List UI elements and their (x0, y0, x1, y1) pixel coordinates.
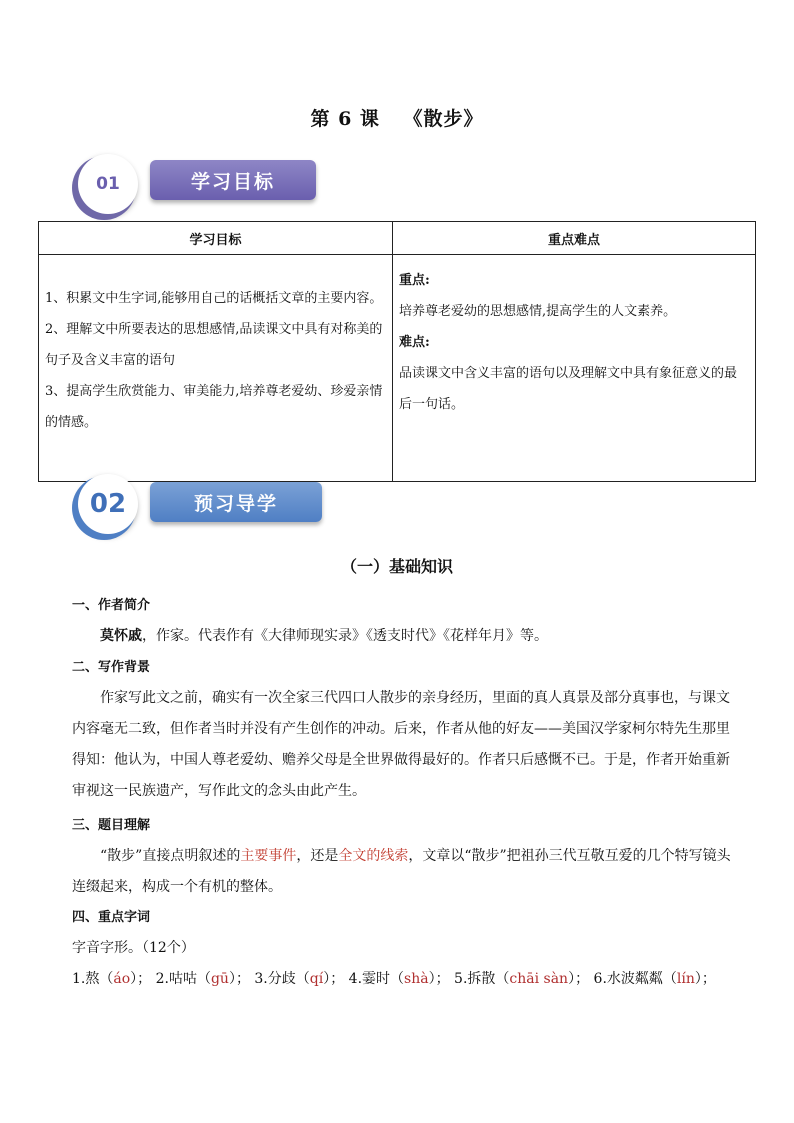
goals-cell (39, 255, 393, 482)
key-label: 重点: (399, 273, 430, 288)
vocab-item: 1.熬（áo）； (72, 971, 152, 987)
vocab-sep: ； (435, 971, 450, 987)
vocab-pinyin: lín (676, 971, 695, 987)
section-header-preview (78, 474, 338, 536)
goals-table (38, 221, 756, 482)
vocab-pinyin: qí (309, 971, 324, 987)
vocab-item: 6.水波粼粼（lín）； (593, 971, 716, 987)
section-header-goals (78, 154, 338, 216)
section-banner: 学习目标 (150, 160, 316, 200)
section-banner: 预习导学 (150, 482, 322, 522)
highlight-main-event: 主要事件 (240, 848, 297, 864)
vocab-sep: ； (575, 971, 590, 987)
vocab-num: 2. (155, 971, 169, 987)
vocab-pinyin: chāi sàn (509, 971, 569, 987)
vocab-word: 拆散 (467, 971, 496, 987)
author-section (72, 590, 732, 652)
difficult-label: 难点: (399, 335, 430, 350)
vocab-word: 咕咕 (168, 971, 197, 987)
vocab-word: 霎时 (362, 971, 391, 987)
vocab-word: 水波粼粼 (606, 971, 663, 987)
author-paragraph (72, 621, 732, 652)
goal-item: 2、理解文中所要表达的思想感情,品读课文中具有对称美的句子及含义丰富的语句 (45, 322, 383, 368)
vocab-sep: ； (701, 971, 716, 987)
difficult-text: 品读课文中含义丰富的语句以及理解文中具有象征意义的最后一句话。 (399, 366, 738, 412)
vocab-num: 5. (454, 971, 468, 987)
vocab-item: 5.拆散（chāi sàn）； (454, 971, 590, 987)
vocab-section (72, 902, 732, 995)
text-part: “散步”直接点明叙述的 (100, 848, 241, 864)
vocab-item: 4.霎时（shà）； (348, 971, 450, 987)
text-part: ，文章以“散步”把祖孙三代互敬互爱的几个特写镜头连缀起来，构成一个有机的整体。 (72, 848, 731, 895)
vocab-sep: ； (330, 971, 345, 987)
page-title (0, 104, 794, 131)
vocab-sep: ； (137, 971, 152, 987)
vocab-num: 6. (593, 971, 607, 987)
goal-item: 1、积累文中生字词,能够用自己的话概括文章的主要内容。 (45, 291, 383, 306)
author-text: ，作家。代表作有《大律师现实录》《透支时代》《花样年月》等。 (142, 628, 548, 644)
title-meaning-paragraph (72, 841, 732, 903)
table-header-goals: 学习目标 (39, 222, 393, 255)
vocab-item: 2.咕咕（gū）； (155, 971, 250, 987)
vocab-pinyin: shà (404, 971, 429, 987)
author-name: 莫怀戚 (100, 628, 142, 644)
vocab-num: 1. (72, 971, 86, 987)
highlight-clue: 全文的线索 (338, 848, 409, 864)
section-number-badge: 02 (78, 474, 138, 534)
background-heading: 二、写作背景 (72, 660, 151, 675)
table-header-key-points: 重点难点 (393, 222, 756, 255)
background-section (72, 652, 732, 807)
goal-item: 3、提高学生欣赏能力、审美能力,培养尊老爱幼、珍爱亲情的情感。 (45, 384, 383, 430)
vocab-list (72, 964, 732, 995)
key-points-cell (393, 255, 756, 482)
vocab-word: 熬 (85, 971, 100, 987)
vocab-pinyin: gū (210, 971, 229, 987)
author-heading: 一、作者简介 (72, 598, 151, 613)
vocab-num: 3. (254, 971, 268, 987)
vocab-word: 分歧 (267, 971, 296, 987)
key-text: 培养尊老爱幼的思想感情,提高学生的人文素养。 (399, 304, 677, 319)
vocab-item: 3.分歧（qí）； (254, 971, 345, 987)
subheading: （一）基础知识 (340, 557, 453, 576)
lesson-name: 《散步》 (403, 108, 484, 130)
vocab-num: 4. (348, 971, 363, 987)
vocab-intro: 字音字形。（12个） (72, 940, 195, 956)
section-number-badge: 01 (78, 154, 138, 214)
vocab-pinyin: áo (113, 971, 131, 987)
vocab-sep: ； (235, 971, 250, 987)
text-part: ，还是 (296, 848, 339, 864)
lesson-number: 第 6 课 (310, 108, 380, 130)
vocab-heading: 四、重点字词 (72, 910, 151, 925)
title-meaning-section (72, 810, 732, 903)
background-paragraph: 作家写此文之前，确实有一次全家三代四口人散步的亲身经历，里面的真人真景及部分真事也，与课文内容毫无二致，但作者当时并没有产生创作的冲动。后来，作者从他的好友——美国汉学家柯尔特先生那里得知：他认为，中国人尊老爱幼、赡养父母是全世界做得最好的。作者只后感慨不已。于是，作者开始重新审视这一民族遗产，写作此文的念头由此产生。 (72, 690, 730, 799)
title-meaning-heading: 三、题目理解 (72, 818, 151, 833)
